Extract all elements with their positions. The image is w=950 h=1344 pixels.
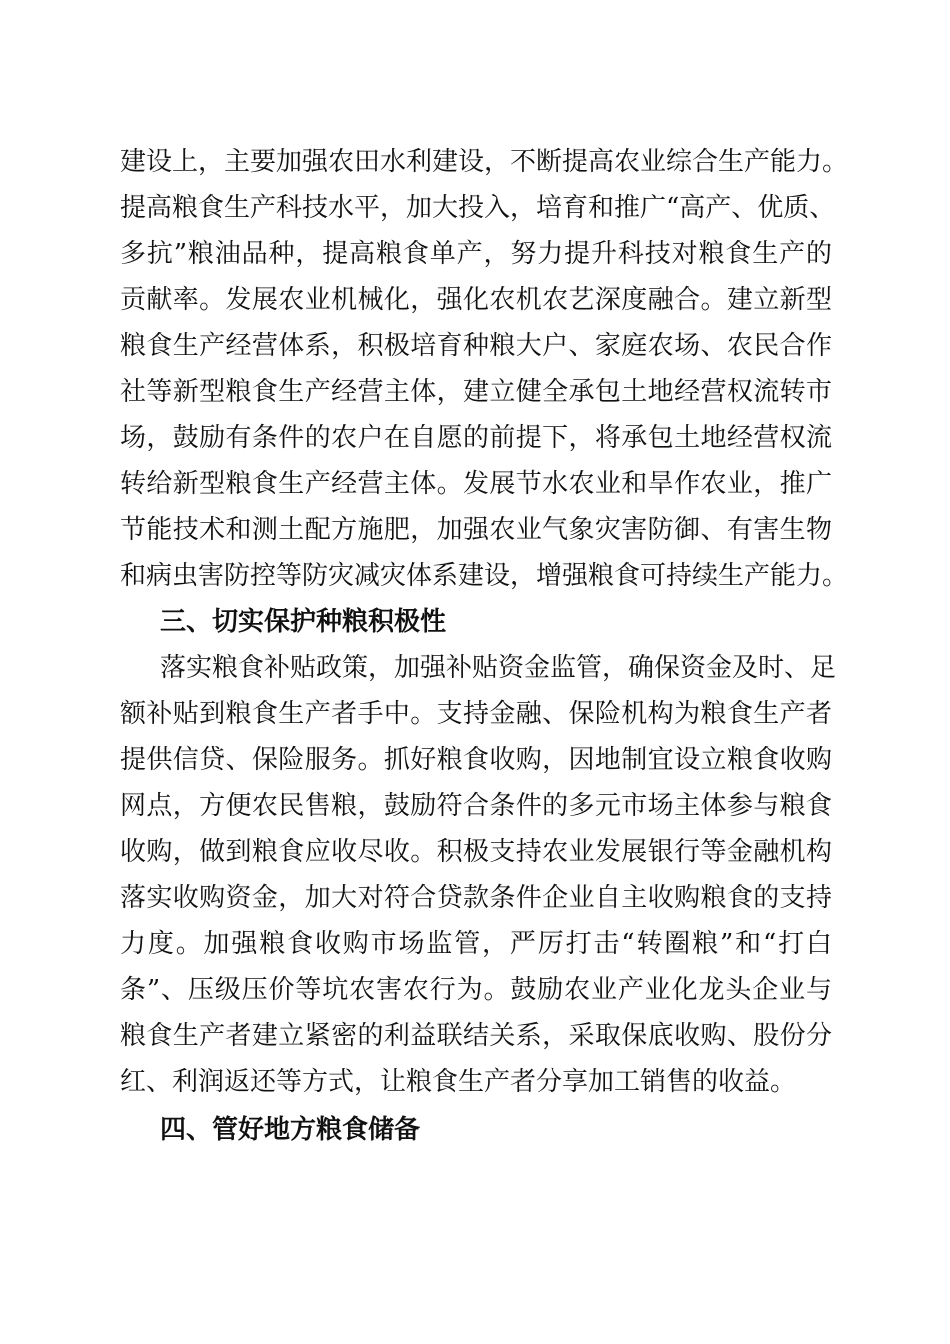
text-line: 多抗”粮油品种，提高粮食单产，努力提升科技对粮食生产的 bbox=[120, 239, 832, 269]
text-line: 和病虫害防控等防灾减灾体系建设，增强粮食可持续生产能力。 bbox=[120, 561, 849, 591]
text-line: 落实粮食补贴政策，加强补贴资金监管，确保资金及时、足 bbox=[160, 653, 837, 683]
text-line: 粮食生产者建立紧密的利益联结关系，采取保底收购、股份分 bbox=[120, 1021, 832, 1051]
text-line: 粮食生产经营体系，积极培育种粮大户、家庭农场、农民合作 bbox=[120, 331, 832, 361]
text-line: 提供信贷、保险服务。抓好粮食收购，因地制宜设立粮食收购 bbox=[120, 745, 832, 775]
text-line: 力度。加强粮食收购市场监管，严厉打击“转圈粮”和“打白 bbox=[120, 929, 832, 959]
text-line: 节能技术和测土配方施肥，加强农业气象灾害防御、有害生物 bbox=[120, 515, 832, 545]
text-line: 提高粮食生产科技水平，加大投入，培育和推广“高产、优质、 bbox=[120, 193, 836, 223]
text-line: 社等新型粮食生产经营主体，建立健全承包土地经营权流转市 bbox=[120, 377, 832, 407]
section-heading-4: 四、管好地方粮食储备 bbox=[160, 1115, 421, 1145]
text-line: 转给新型粮食生产经营主体。发展节水农业和旱作农业，推广 bbox=[120, 469, 832, 499]
section-heading-3: 三、切实保护种粮积极性 bbox=[160, 607, 447, 637]
text-line: 收购，做到粮食应收尽收。积极支持农业发展银行等金融机构 bbox=[120, 837, 832, 867]
text-line: 贡献率。发展农业机械化，强化农机农艺深度融合。建立新型 bbox=[120, 285, 832, 315]
text-line: 额补贴到粮食生产者手中。支持金融、保险机构为粮食生产者 bbox=[120, 699, 832, 729]
text-line: 网点，方便农民售粮，鼓励符合条件的多元市场主体参与粮食 bbox=[120, 791, 832, 821]
text-line: 落实收购资金，加大对符合贷款条件企业自主收购粮食的支持 bbox=[120, 883, 832, 913]
text-line: 红、利润返还等方式，让粮食生产者分享加工销售的收益。 bbox=[120, 1067, 797, 1097]
text-line: 场，鼓励有条件的农户在自愿的前提下，将承包土地经营权流 bbox=[120, 423, 832, 453]
text-line: 建设上，主要加强农田水利建设，不断提高农业综合生产能力。 bbox=[120, 147, 849, 177]
text-line: 条”、压级压价等坑农害农行为。鼓励农业产业化龙头企业与 bbox=[120, 975, 832, 1005]
